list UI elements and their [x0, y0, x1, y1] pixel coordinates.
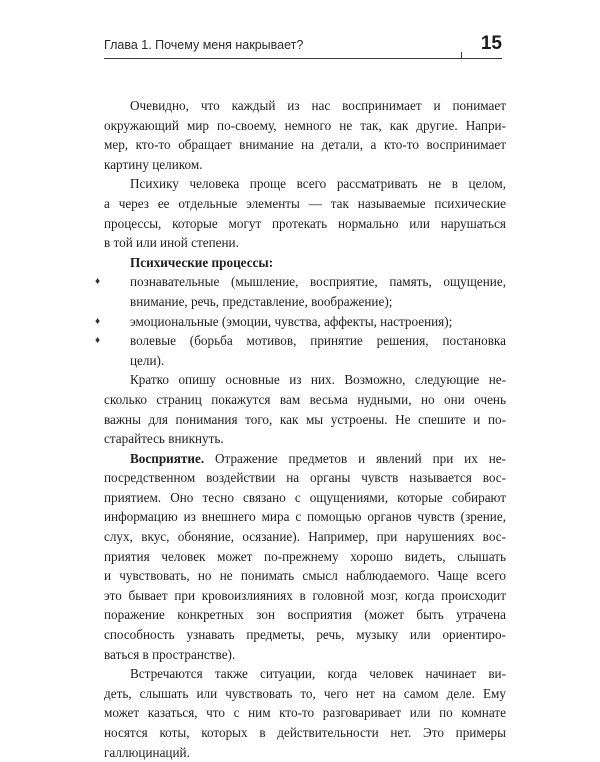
paragraph: [104, 370, 506, 448]
text-line: приятием. Оно тесно связано с ощущениями, которые собирают: [104, 489, 506, 505]
text-line: а через ее отдельные элементы — так называемые психические: [104, 195, 506, 211]
paragraph: [104, 449, 506, 665]
text-line: Психику человека проще всего рассматривать не в целом,: [130, 176, 506, 192]
text-line: и чувствовать, но не понимать смысл наблюдаемого. Чаще всего: [104, 568, 506, 584]
diamond-bullet-icon: ♦: [95, 276, 101, 288]
text-line: мер, кто-то обращает внимание на детали, а кто-то воспринимает: [104, 137, 506, 153]
perception-term: Восприятие.: [130, 450, 205, 466]
text-line: поражение конкретных зон восприятия (может быть утрачена: [104, 607, 506, 623]
chapter-title: Глава 1. Почему меня накрывает?: [104, 38, 304, 52]
text-line: сколько страниц покажутся вам весьма нудными, но они очень: [104, 391, 506, 407]
text-line: носятся коты, которых в действительности нет. Это примеры: [104, 725, 506, 740]
text-line: в той или иной степени.: [104, 235, 239, 251]
text-line: способность узнавать предметы, речь, музыку или ориентиро-: [104, 627, 506, 643]
processes-list: [95, 272, 506, 370]
header-tick: [461, 52, 462, 59]
text-line: ваться в пространстве).: [104, 646, 236, 662]
running-header: [104, 33, 502, 60]
text-line: Очевидно, что каждый из нас воспринимает и понимает: [130, 98, 506, 113]
text-line: деть, слышать или чувствовать то, чего нет на самом деле. Ему: [104, 685, 506, 701]
list-item-continuation: цели).: [130, 352, 165, 368]
text-line: посредственном воздействии на органы чувств называется вос-: [104, 470, 506, 486]
text-line: галлюцинаций.: [104, 744, 190, 760]
text-line: важны для понимания того, как мы устроены. Не спешите и по-: [104, 411, 506, 427]
paragraph: [104, 664, 506, 762]
text-line: информацию из внешнего мира с помощью органов чувств (зрение,: [104, 509, 506, 525]
processes-heading: Психические процессы:: [130, 254, 274, 270]
header-rule: [104, 58, 502, 59]
list-item: ♦ волевые (борьба мотивов, принятие решения, постановка: [104, 331, 506, 351]
list-item: ♦ познавательные (мышление, восприятие, память, ощущение,: [104, 272, 506, 292]
paragraph: [104, 96, 506, 174]
page-body: [95, 96, 506, 762]
text-line: процессы, которые могут протекать нормально или нарушаться: [104, 215, 506, 231]
page-number: 15: [480, 33, 502, 54]
text-line: Восприятие. Отражение предметов и явлений при их не-: [130, 450, 506, 466]
text-line: Встречаются также ситуации, когда человек начинает ви-: [130, 666, 506, 682]
text-line: это бывает при кровоизлияниях в головной мозг, когда происходит: [104, 587, 506, 603]
diamond-bullet-icon: ♦: [95, 335, 101, 347]
list-item-continuation: внимание, речь, представление, воображение);: [130, 293, 393, 309]
list-item: ♦ эмоциональные (эмоции, чувства, аффекты, настроения);: [104, 312, 506, 332]
text-line: может казаться, что с ним кто-то разговаривает или по комнате: [104, 705, 506, 721]
diamond-bullet-icon: ♦: [95, 315, 101, 327]
paragraph: [104, 174, 506, 252]
text-line: Кратко опишу основные из них. Возможно, следующие не-: [130, 372, 506, 388]
text-line: старайтесь вникнуть.: [104, 431, 224, 447]
text-line: картину целиком.: [104, 156, 203, 172]
text-line: окружающий мир по-своему, немного не так, как другие. Напри-: [104, 117, 506, 133]
text-line: слух, вкус, обоняние, осязание). Например, при нарушениях вос-: [104, 529, 506, 545]
text-line: приятия человек может по-прежнему хорошо видеть, слышать: [104, 548, 506, 564]
